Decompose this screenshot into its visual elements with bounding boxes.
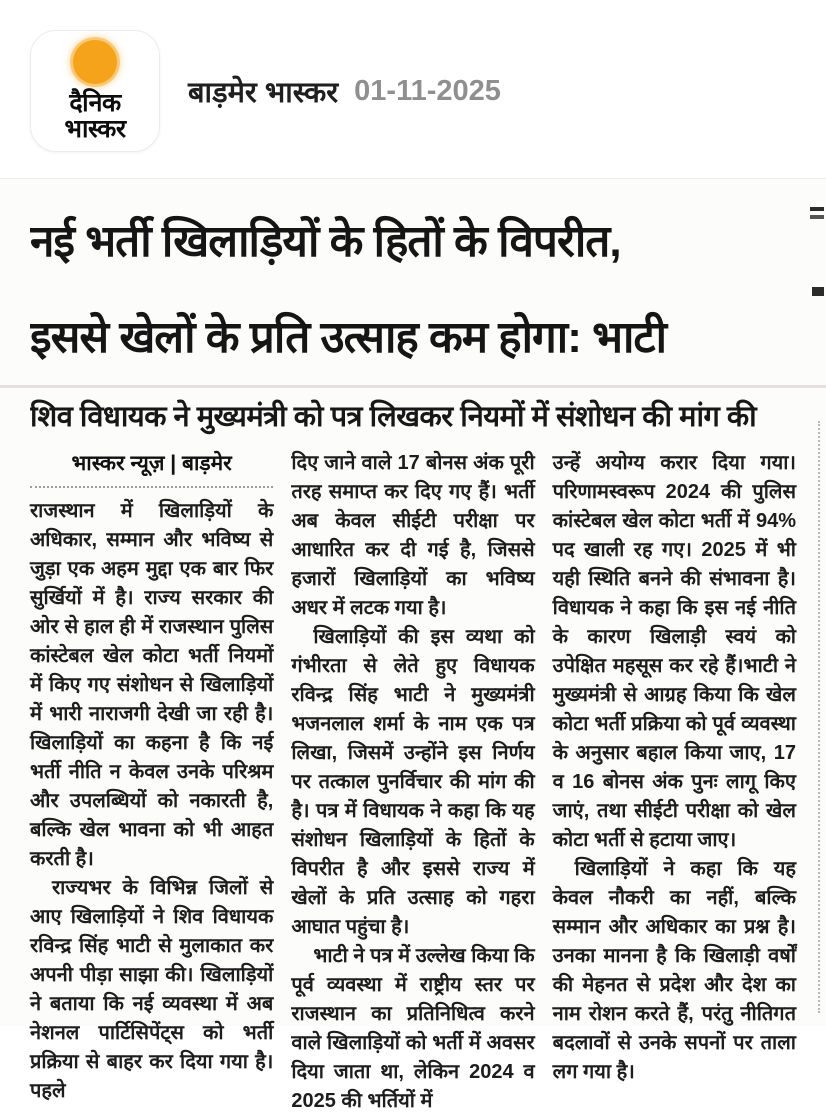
logo-text-line1: दैनिक	[69, 88, 121, 117]
clipped-column-fragment	[812, 287, 824, 296]
article-subheadline: शिव विधायक ने मुख्यमंत्री को पत्र लिखकर नियमों में संशोधन की मांग की	[30, 401, 757, 433]
article-paragraph: उन्हें अयोग्य करार दिया गया। परिणामस्वरूप 2024 की पुलिस कांस्टेबल खेल कोटा भर्ती में 94% पद खाली रह गए। 2025 में भी यही स्थिति बनने की संभावना है। विधायक ने कहा कि इस नई नीति के कारण खिलाड़ी स्वयं को उपेक्षित महसूस कर रहे हैं।भाटी ने मुख्यमंत्री से आग्रह किया कि खेल कोटा भर्ती प्रक्रिया को पूर्व व्यवस्था के अनुसार बहाल किया जाए, 17 व 16 बोनस अंक पुनः लागू किए जाएं, तथा सीईटी परीक्षा को खेल कोटा भर्ती से हटाया जाए।	[552, 452, 796, 851]
newspaper-clipping	[0, 178, 826, 1112]
clipped-column-fragment	[810, 207, 824, 211]
edition-title: बाड़मेर भास्कर	[188, 76, 339, 109]
column-3-paragraphs	[553, 449, 796, 1087]
article-body	[30, 449, 796, 1116]
sun-icon	[73, 40, 117, 84]
article-paragraph: राजस्थान में खिलाड़ियों के अधिकार, सम्मान और भविष्य से जुड़ा एक अहम मुद्दा एक बार फिर सुर्खियों में है। राज्य सरकार की ओर से हाल ही में राजस्थान पुलिस कांस्टेबल खेल कोटा भर्ती नियमों में किए गए संशोधन से खिलाड़ियों में भारी नाराजगी देखी जा रही है। खिलाड़ियों का कहना है कि नई भर्ती नीति न केवल उनके परिश्रम और उपलब्धियों को नकारती है, बल्कि खेल भावना को भी आहत करती है।	[30, 500, 274, 870]
article-headline-line2: इससे खेलों के प्रति उत्साह कम होगा: भाटी	[30, 313, 666, 362]
headline-divider	[0, 385, 826, 388]
column-separator-dotted	[818, 421, 820, 1013]
article-paragraph: खिलाड़ियों ने कहा कि यह केवल नौकरी का नहीं, बल्कि सम्मान और अधिकार का प्रश्न है। उनका मानना है कि खिलाड़ी वर्षों की मेहनत से प्रदेश और देश का नाम रोशन करते हैं, परंतु नीतिगत बदलावों से उनके सपनों पर ताला लग गया है।	[552, 858, 796, 1083]
article-paragraph: दिए जाने वाले 17 बोनस अंक पूरी तरह समाप्त कर दिए गए हैं। भर्ती अब केवल सीईटी परीक्षा पर आधारित कर दी गई है, जिससे हजारों खिलाड़ियों का भविष्य अधर में लटक गया है।	[291, 452, 535, 619]
article-paragraph: खिलाड़ियों की इस व्यथा को गंभीरता से लेते हुए विधायक रविन्द्र सिंह भाटी ने मुख्यमंत्री भजनलाल शर्मा के नाम एक पत्र लिखा, जिसमें उन्होंने इस निर्णय पर तत्काल पुनर्विचार की मांग की है। पत्र में विधायक ने कहा कि यह संशोधन खिलाड़ियों के हितों के विपरीत है और इससे राज्य में खेलों के प्रति उत्साह को गहरा आघात पहुंचा है।	[291, 626, 535, 938]
edition-date: 01-11-2025	[354, 74, 501, 107]
article-column-3	[553, 449, 796, 1116]
epaper-header	[30, 30, 806, 152]
article-column-1	[30, 449, 273, 1116]
article-paragraph: भाटी ने पत्र में उल्लेख किया कि पूर्व व्यवस्था में राष्ट्रीय स्तर पर राजस्थान का प्रतिनिधित्व करने वाले खिलाड़ियों को भर्ती में अवसर दिया जाता था, लेकिन 2024 व 2025 की भर्तियों में	[291, 945, 535, 1112]
article-headline-line1: नई भर्ती खिलाड़ियों के हितों के विपरीत,	[30, 217, 621, 266]
dainik-bhaskar-logo[interactable]	[30, 30, 160, 152]
column-1-paragraphs	[30, 497, 273, 1106]
article-paragraph: राज्यभर के विभिन्न जिलों से आए खिलाड़ियों ने शिव विधायक रविन्द्र सिंह भाटी से मुलाकात कर अपनी पीड़ा साझा की। खिलाड़ियों ने बताया कि नई व्यवस्था में अब नेशनल पार्टिसिपेंट्स को भर्ती प्रक्रिया से बाहर कर दिया गया है। पहले	[30, 877, 274, 1102]
article-column-2	[291, 449, 534, 1116]
byline: भास्कर न्यूज़ | बाड़मेर	[30, 449, 273, 488]
logo-text-line2: भास्कर	[64, 115, 126, 143]
column-2-paragraphs	[291, 449, 534, 1116]
